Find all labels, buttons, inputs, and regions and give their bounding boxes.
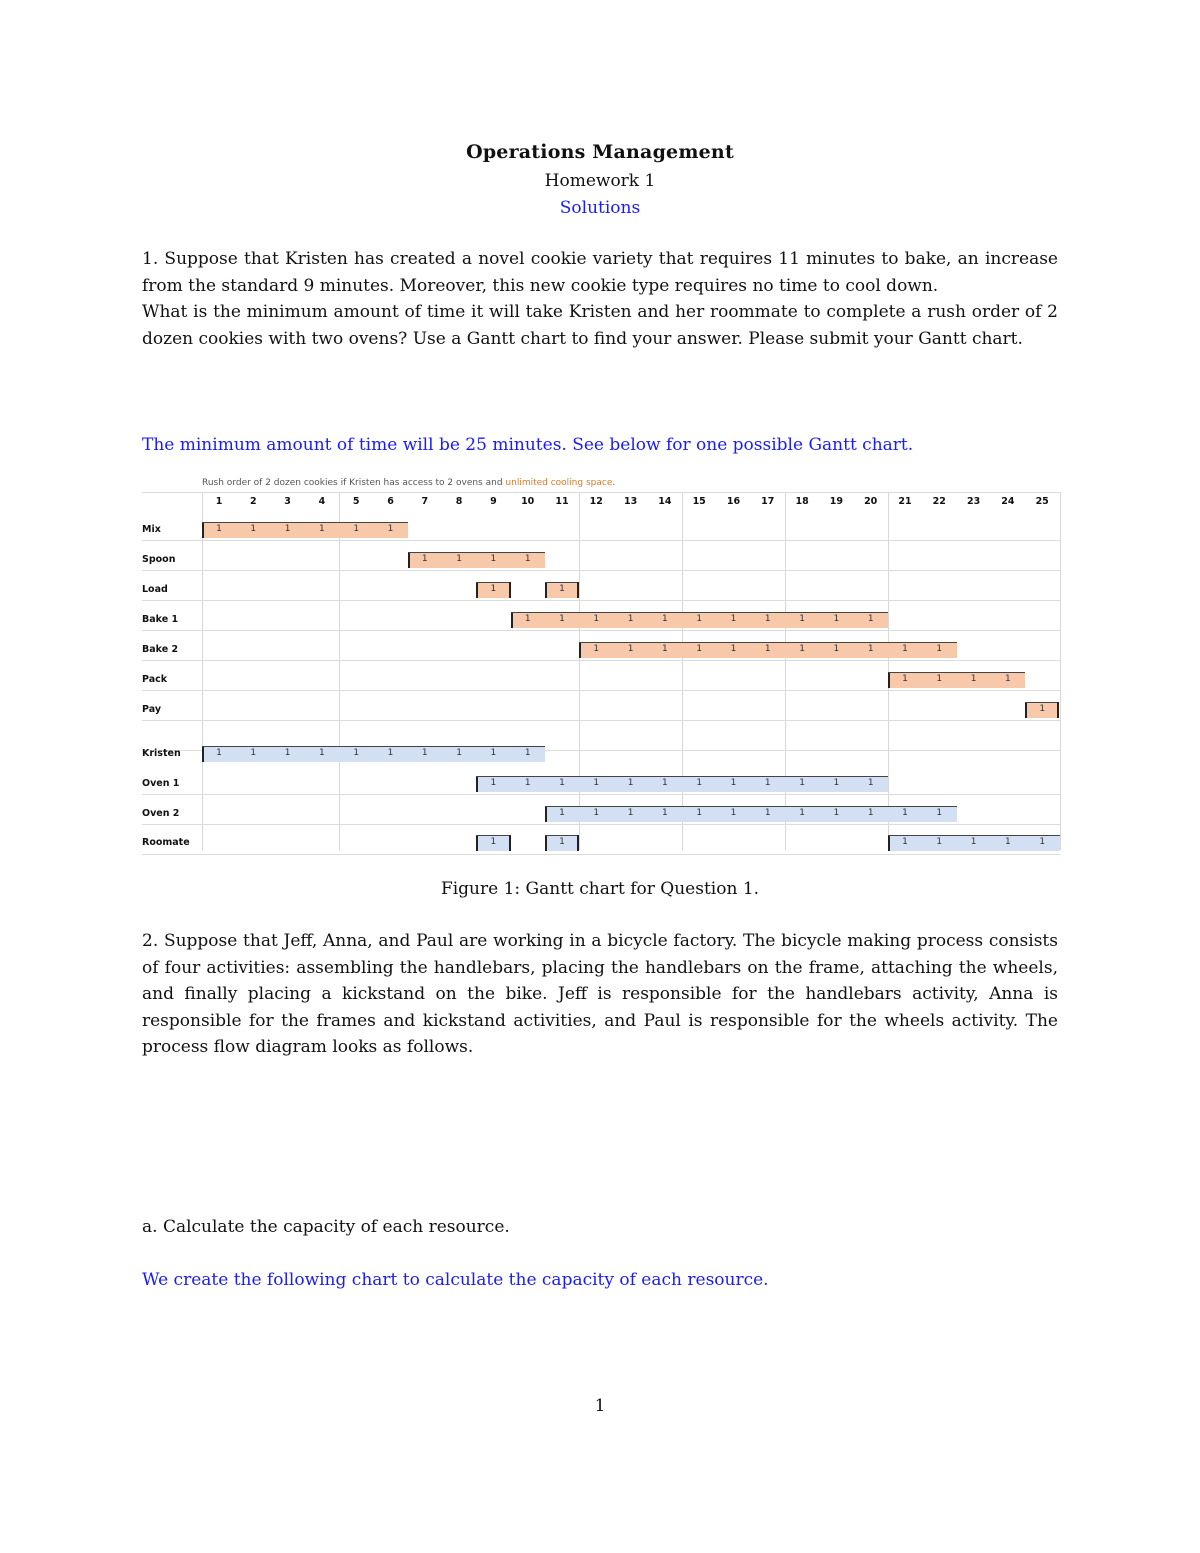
- gantt-cell-value: 1: [696, 614, 703, 624]
- gantt-cell-value: 1: [456, 748, 462, 758]
- gantt-cell-value: 1: [387, 748, 394, 758]
- gantt-cell-value: 1: [524, 554, 531, 564]
- gantt-column-header: 2: [249, 496, 257, 507]
- grid-vline: [202, 492, 203, 850]
- gantt-cell-value: 1: [216, 524, 222, 534]
- gantt-column-header: 21: [898, 496, 912, 507]
- gantt-chart: [142, 478, 1060, 854]
- grid-hline: [142, 630, 1060, 631]
- gantt-cell-value: 1: [559, 584, 565, 594]
- gantt-cell-value: 1: [593, 778, 600, 788]
- gantt-cell-value: 1: [387, 524, 394, 534]
- question-2-text: 2. Suppose that Jeff, Anna, and Paul are working in a bicycle factory. The bicycle making process consists of four activities: assembling the handlebars, placing the handlebars on the frame, attaching the wheels, and finally placing a kickstand on the bike. Jeff is responsible for the handlebars activity, Anna is responsible for the frames and kickstand activities, and Paul is responsible for the wheels activity. The process flow diagram looks as follows.: [142, 931, 1058, 1057]
- grid-vline: [785, 492, 786, 850]
- gantt-title-part2: unlimited cooling space: [505, 478, 613, 488]
- gantt-cell-value: 1: [559, 778, 565, 788]
- gantt-column-header: 8: [455, 496, 463, 507]
- gantt-column-header: 3: [284, 496, 291, 507]
- grid-vline: [339, 492, 340, 850]
- gantt-cell-value: 1: [902, 674, 908, 684]
- gantt-cell-value: 1: [250, 524, 257, 534]
- gantt-row-label: Oven 2: [142, 808, 180, 819]
- gantt-column-header: 19: [829, 496, 843, 507]
- grid-hline: [142, 854, 1060, 855]
- gantt-cell-value: 1: [936, 837, 943, 847]
- gantt-cell-value: 1: [902, 837, 908, 847]
- gantt-bar-top-edge: [545, 582, 579, 583]
- gantt-cell-value: 1: [764, 614, 771, 624]
- gantt-cell-value: 1: [627, 644, 634, 654]
- gantt-cell-value: 1: [799, 614, 805, 624]
- grid-hline: [142, 492, 1060, 493]
- gantt-column-header: 4: [318, 496, 326, 507]
- gantt-row-label: Kristen: [142, 748, 181, 759]
- gantt-cell-value: 1: [627, 614, 634, 624]
- gantt-column-header: 18: [795, 496, 809, 507]
- gantt-title: [202, 478, 615, 488]
- gantt-column-header: 14: [658, 496, 672, 507]
- gantt-cell-value: 1: [559, 837, 565, 847]
- gantt-cell-value: 1: [970, 674, 977, 684]
- solutions-label: Solutions: [559, 198, 641, 218]
- gantt-cell-value: 1: [730, 808, 737, 818]
- gantt-row-label: Spoon: [142, 554, 176, 565]
- gantt-bar-top-edge: [476, 776, 888, 777]
- grid-hline: [142, 540, 1060, 541]
- grid-hline: [142, 794, 1060, 795]
- grid-hline: [142, 570, 1060, 571]
- gantt-column-header: 12: [589, 496, 603, 507]
- gantt-column-header: 1: [215, 496, 223, 507]
- gantt-cell-value: 1: [319, 748, 325, 758]
- gantt-column-header: 17: [761, 496, 775, 507]
- gantt-cell-value: 1: [559, 614, 565, 624]
- gantt-cell-value: 1: [490, 748, 497, 758]
- grid-hline: [142, 690, 1060, 691]
- gantt-column-header: 9: [490, 496, 497, 507]
- gantt-cell-value: 1: [936, 674, 943, 684]
- gantt-cell-value: 1: [627, 778, 634, 788]
- gantt-cell-value: 1: [353, 524, 360, 534]
- gantt-cell-value: 1: [867, 778, 874, 788]
- gantt-bar-top-edge: [1025, 702, 1059, 703]
- question-2a-answer: We create the following chart to calculate the capacity of each resource.: [142, 1270, 769, 1290]
- gantt-bar-top-edge: [476, 582, 510, 583]
- gantt-cell-value: 1: [524, 614, 531, 624]
- gantt-column-header: 24: [1001, 496, 1015, 507]
- gantt-cell-value: 1: [730, 614, 737, 624]
- page-number: 1: [594, 1396, 606, 1416]
- gantt-cell-value: 1: [559, 808, 565, 818]
- gantt-cell-value: 1: [490, 554, 497, 564]
- gantt-cell-value: 1: [662, 644, 668, 654]
- gantt-row-label: Mix: [142, 524, 161, 535]
- figure-caption: Figure 1: Gantt chart for Question 1.: [440, 879, 760, 899]
- question-1-text: [142, 246, 1058, 352]
- gantt-cell-value: 1: [867, 614, 874, 624]
- gantt-cell-value: 1: [799, 808, 805, 818]
- gantt-cell-value: 1: [593, 808, 600, 818]
- gantt-cell-value: 1: [1039, 704, 1046, 714]
- gantt-cell-value: 1: [662, 614, 668, 624]
- gantt-title-part3: .: [612, 478, 616, 488]
- gantt-cell-value: 1: [833, 808, 840, 818]
- gantt-cell-value: 1: [730, 644, 737, 654]
- gantt-row-label: Pack: [142, 674, 168, 685]
- question-2a-text: a. Calculate the capacity of each resource.: [142, 1217, 510, 1237]
- gantt-cell-value: 1: [730, 778, 737, 788]
- gantt-cell-value: 1: [662, 808, 668, 818]
- question-1-answer: The minimum amount of time will be 25 minutes. See below for one possible Gantt chart.: [142, 435, 914, 455]
- gantt-cell-value: 1: [421, 554, 428, 564]
- gantt-cell-value: 1: [524, 748, 531, 758]
- document-subtitle: Homework 1: [544, 171, 656, 191]
- gantt-bar-top-edge: [888, 672, 1025, 673]
- grid-vline: [579, 492, 580, 850]
- gantt-cell-value: 1: [1005, 674, 1011, 684]
- gantt-row-label: Bake 1: [142, 614, 179, 625]
- grid-vline: [1060, 492, 1061, 850]
- gantt-cell-value: 1: [799, 778, 805, 788]
- gantt-cell-value: 1: [696, 778, 703, 788]
- gantt-cell-value: 1: [902, 808, 908, 818]
- gantt-row-label: Pay: [142, 704, 162, 715]
- gantt-cell-value: 1: [799, 644, 805, 654]
- gantt-cell-value: 1: [284, 524, 291, 534]
- gantt-bar-top-edge: [888, 835, 1060, 836]
- gantt-cell-value: 1: [284, 748, 291, 758]
- gantt-cell-value: 1: [421, 748, 428, 758]
- gantt-cell-value: 1: [902, 644, 908, 654]
- gantt-cell-value: 1: [1039, 837, 1046, 847]
- gantt-cell-value: 1: [867, 808, 874, 818]
- grid-vline: [888, 492, 889, 850]
- document-title: Operations Management: [466, 141, 734, 163]
- gantt-column-header: 6: [387, 496, 394, 507]
- gantt-cell-value: 1: [833, 644, 840, 654]
- grid-hline: [142, 824, 1060, 825]
- question-1-ask: What is the minimum amount of time it will take Kristen and her roommate to complete a rush order of 2 dozen cookies with two ovens? Use a Gantt chart to find your answer. Please submit your Gantt chart.: [142, 302, 1058, 349]
- gantt-row-label: Bake 2: [142, 644, 179, 655]
- grid-hline: [142, 600, 1060, 601]
- gantt-cell-value: 1: [696, 808, 703, 818]
- gantt-column-header: 16: [726, 496, 741, 507]
- gantt-cell-value: 1: [764, 644, 771, 654]
- gantt-cell-value: 1: [319, 524, 325, 534]
- gantt-cell-value: 1: [593, 614, 600, 624]
- gantt-title-part1: Rush order of 2 dozen cookies if Kristen has access to 2 ovens and: [202, 478, 506, 488]
- gantt-cell-value: 1: [764, 808, 771, 818]
- gantt-bar-top-edge: [202, 522, 408, 523]
- gantt-column-header: 15: [692, 496, 706, 507]
- gantt-cell-value: 1: [970, 837, 977, 847]
- gantt-column-header: 25: [1035, 496, 1049, 507]
- gantt-column-header: 5: [352, 496, 360, 507]
- gantt-cell-value: 1: [627, 808, 634, 818]
- gantt-cell-value: 1: [593, 644, 600, 654]
- gantt-cell-value: 1: [867, 644, 874, 654]
- gantt-cell-value: 1: [490, 778, 497, 788]
- gantt-cell-value: 1: [353, 748, 360, 758]
- gantt-column-header: 22: [932, 496, 946, 507]
- gantt-cell-value: 1: [936, 644, 943, 654]
- gantt-bar-top-edge: [545, 835, 579, 836]
- gantt-row-label: Oven 1: [142, 778, 180, 789]
- gantt-row-label: Load: [142, 584, 168, 595]
- grid-hline: [142, 660, 1060, 661]
- gantt-cell-value: 1: [216, 748, 222, 758]
- grid-hline: [142, 720, 1060, 721]
- gantt-cell-value: 1: [764, 778, 771, 788]
- gantt-cell-value: 1: [833, 614, 840, 624]
- gantt-bar-top-edge: [476, 835, 510, 836]
- gantt-bar-top-edge: [408, 552, 545, 553]
- gantt-bar-top-edge: [545, 806, 957, 807]
- gantt-column-header: 23: [966, 496, 981, 507]
- gantt-bar-top-edge: [202, 746, 545, 747]
- gantt-column-header: 11: [555, 496, 569, 507]
- gantt-column-header: 20: [864, 496, 878, 507]
- question-1-intro: 1. Suppose that Kristen has created a novel cookie variety that requires 11 minutes to bake, an increase from the standard 9 minutes. Moreover, this new cookie type requires no time to cool down.: [142, 249, 1058, 296]
- gantt-cell-value: 1: [524, 778, 531, 788]
- gantt-cell-value: 1: [833, 778, 840, 788]
- gantt-cell-value: 1: [456, 554, 462, 564]
- grid-vline: [682, 492, 683, 850]
- gantt-bar-top-edge: [579, 642, 956, 643]
- gantt-cell-value: 1: [662, 778, 668, 788]
- gantt-cell-value: 1: [936, 808, 943, 818]
- gantt-cell-value: 1: [1005, 837, 1011, 847]
- gantt-bar-top-edge: [511, 612, 888, 613]
- gantt-cell-value: 1: [250, 748, 257, 758]
- gantt-cell-value: 1: [696, 644, 703, 654]
- gantt-row-label: Roomate: [142, 837, 190, 848]
- gantt-column-header: 13: [623, 496, 638, 507]
- gantt-column-header: 10: [521, 496, 535, 507]
- gantt-column-header: 7: [421, 496, 429, 507]
- gantt-cell-value: 1: [490, 837, 497, 847]
- gantt-cell-value: 1: [490, 584, 497, 594]
